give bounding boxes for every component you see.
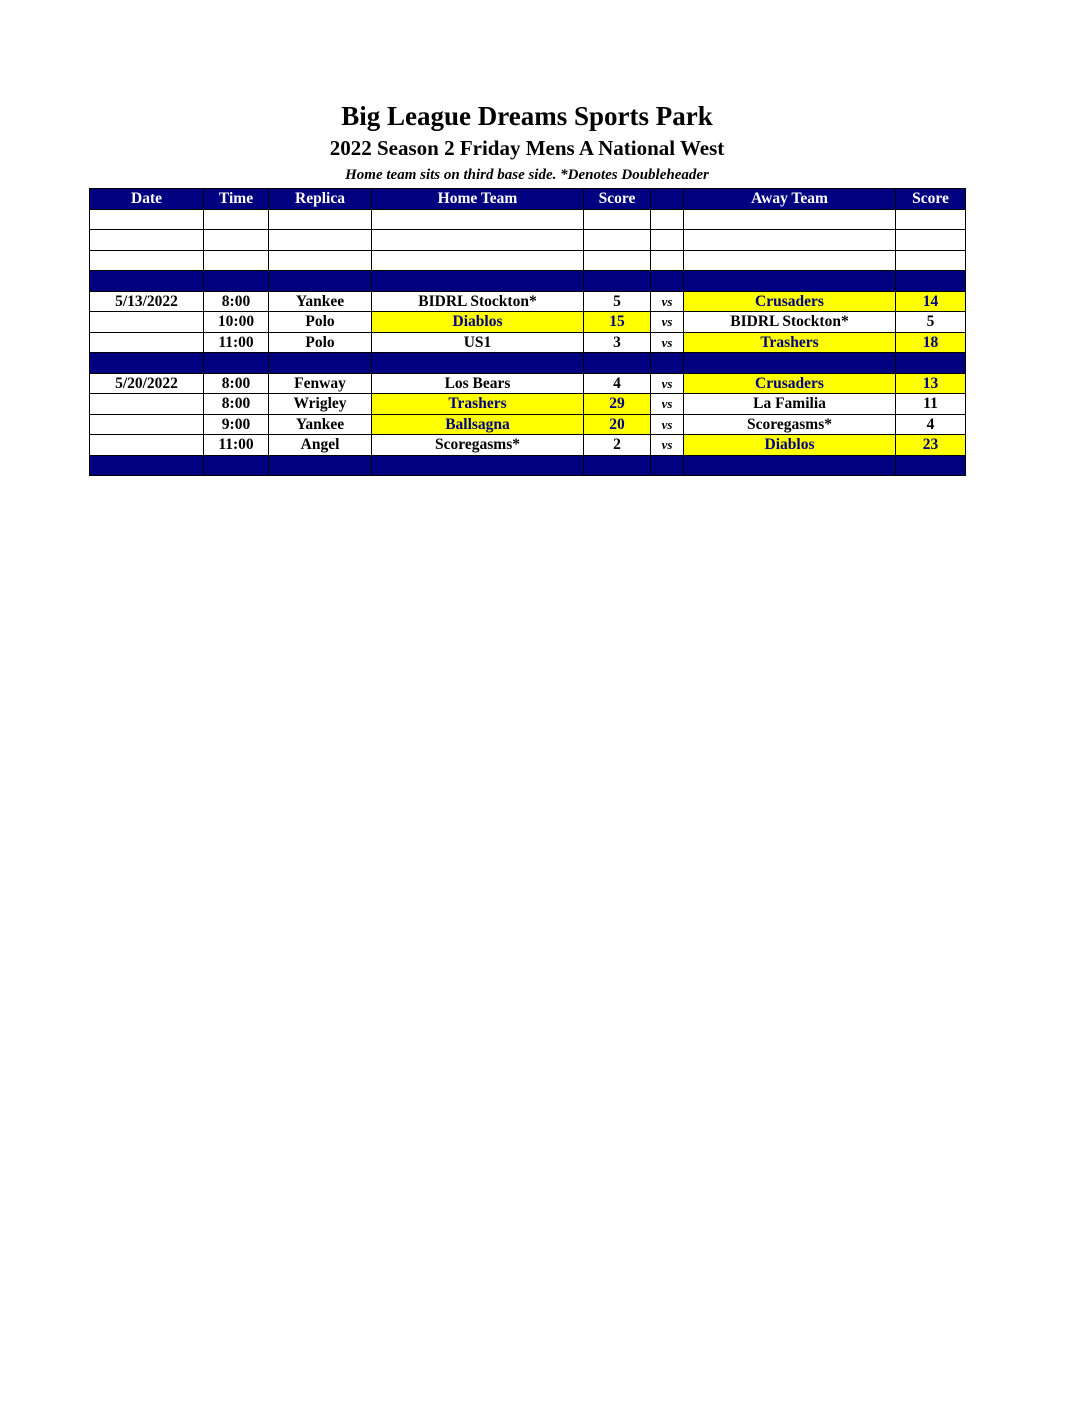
away-score: 5 <box>896 312 966 333</box>
home-team: Ballsagna <box>372 414 584 435</box>
home-score: 3 <box>584 332 651 353</box>
game-time: 10:00 <box>204 312 269 333</box>
game-time: 11:00 <box>204 332 269 353</box>
col-date: Date <box>90 189 204 210</box>
game-field: Yankee <box>269 291 372 312</box>
game-date: 5/13/2022 <box>90 291 204 312</box>
game-row <box>90 414 966 435</box>
game-time: 11:00 <box>204 435 269 456</box>
game-row <box>90 435 966 456</box>
home-score: 20 <box>584 414 651 435</box>
separator-row <box>90 455 966 476</box>
game-date: 5/20/2022 <box>90 373 204 394</box>
away-team: Trashers <box>684 332 896 353</box>
col-away-score: Score <box>896 189 966 210</box>
game-field: Polo <box>269 312 372 333</box>
away-team: La Familia <box>684 394 896 415</box>
away-team: Diablos <box>684 435 896 456</box>
away-score: 18 <box>896 332 966 353</box>
away-team: Crusaders <box>684 373 896 394</box>
vs-label: vs <box>651 291 684 312</box>
away-team: BIDRL Stockton* <box>684 312 896 333</box>
schedule-table <box>89 188 966 476</box>
game-row <box>90 394 966 415</box>
away-team: Scoregasms* <box>684 414 896 435</box>
home-team: BIDRL Stockton* <box>372 291 584 312</box>
game-time: 9:00 <box>204 414 269 435</box>
vs-label: vs <box>651 332 684 353</box>
home-team: Diablos <box>372 312 584 333</box>
game-time: 8:00 <box>204 373 269 394</box>
empty-row <box>90 209 966 230</box>
game-date <box>90 414 204 435</box>
game-date <box>90 312 204 333</box>
game-field: Fenway <box>269 373 372 394</box>
game-time: 8:00 <box>204 394 269 415</box>
away-score: 23 <box>896 435 966 456</box>
away-score: 14 <box>896 291 966 312</box>
away-team: Crusaders <box>684 291 896 312</box>
home-team: Los Bears <box>372 373 584 394</box>
game-row <box>90 332 966 353</box>
away-score: 4 <box>896 414 966 435</box>
away-score: 11 <box>896 394 966 415</box>
home-score: 2 <box>584 435 651 456</box>
game-field: Yankee <box>269 414 372 435</box>
home-score: 29 <box>584 394 651 415</box>
col-away-team: Away Team <box>684 189 896 210</box>
home-team: US1 <box>372 332 584 353</box>
game-date <box>90 394 204 415</box>
vs-label: vs <box>651 312 684 333</box>
home-score: 4 <box>584 373 651 394</box>
col-replica: Replica <box>269 189 372 210</box>
away-score: 13 <box>896 373 966 394</box>
col-home-score: Score <box>584 189 651 210</box>
empty-row <box>90 250 966 271</box>
home-score: 15 <box>584 312 651 333</box>
separator-row <box>90 271 966 292</box>
vs-label: vs <box>651 435 684 456</box>
vs-label: vs <box>651 414 684 435</box>
game-field: Polo <box>269 332 372 353</box>
empty-row <box>90 230 966 251</box>
home-team: Scoregasms* <box>372 435 584 456</box>
separator-row <box>90 353 966 374</box>
game-field: Angel <box>269 435 372 456</box>
vs-label: vs <box>651 394 684 415</box>
page-title: Big League Dreams Sports Park <box>341 101 713 131</box>
vs-label: vs <box>651 373 684 394</box>
game-field: Wrigley <box>269 394 372 415</box>
page-subtitle: 2022 Season 2 Friday Mens A National West <box>329 136 725 160</box>
home-team: Trashers <box>372 394 584 415</box>
game-date <box>90 332 204 353</box>
game-row <box>90 291 966 312</box>
doubleheader-note: Home team sits on third base side. *Denotes Doubleheader <box>345 167 709 183</box>
game-date <box>90 435 204 456</box>
col-time: Time <box>204 189 269 210</box>
col-home-team: Home Team <box>372 189 584 210</box>
col-vs <box>651 189 684 210</box>
header-row <box>90 189 966 210</box>
home-score: 5 <box>584 291 651 312</box>
game-row <box>90 312 966 333</box>
game-time: 8:00 <box>204 291 269 312</box>
game-row <box>90 373 966 394</box>
